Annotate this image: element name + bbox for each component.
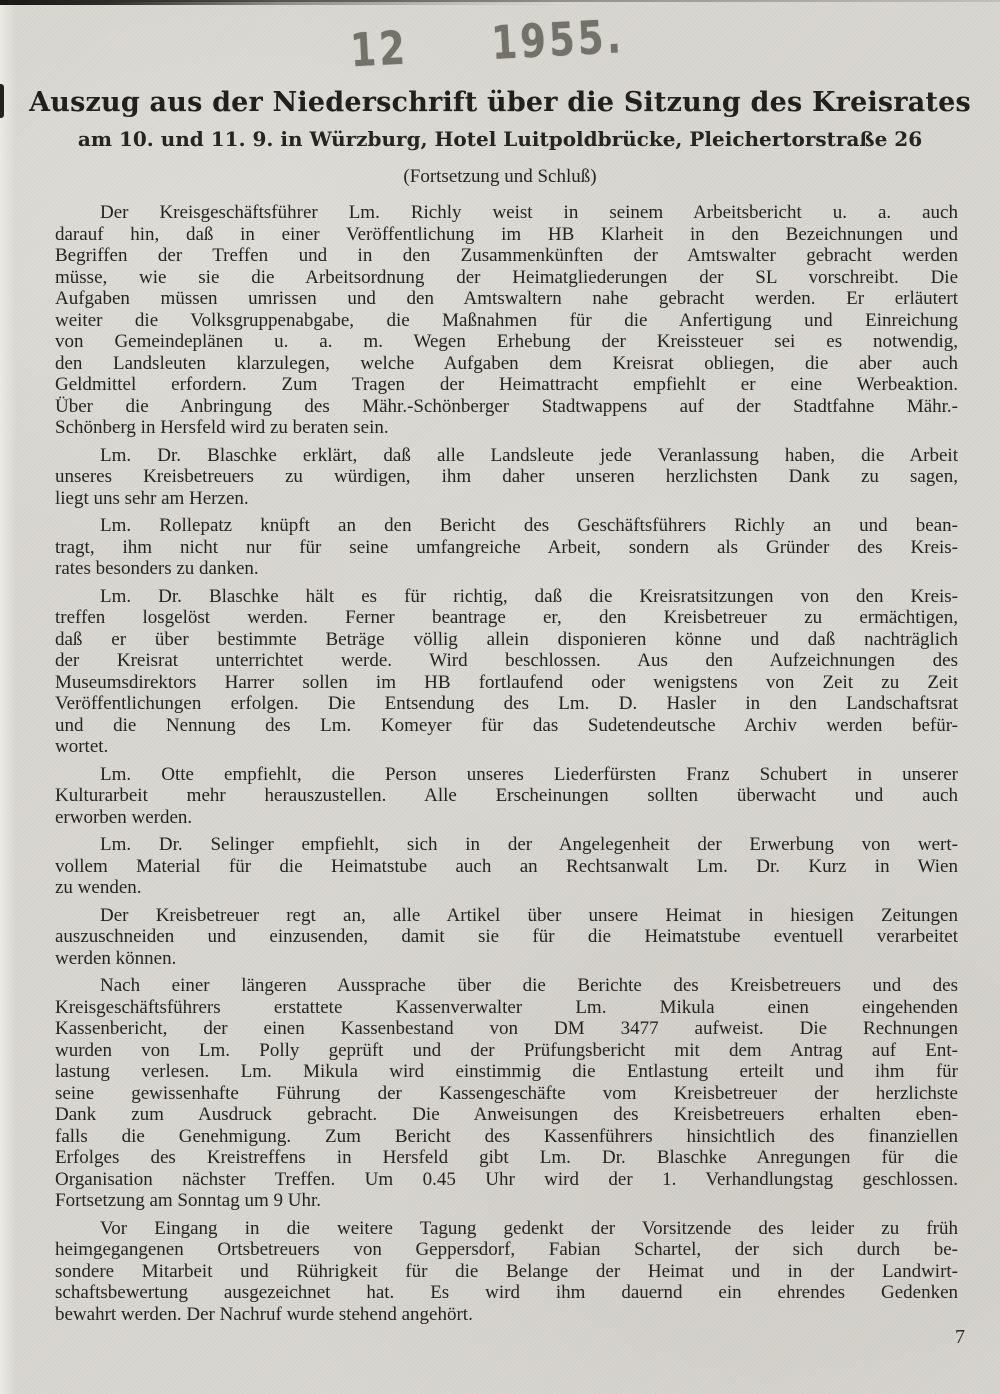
- text-line: Organisation nächster Treffen. Um 0.45 Uhr wird der 1. Verhandlungstag geschlossen.: [55, 1168, 958, 1190]
- paragraph: [55, 975, 958, 1212]
- paragraph: [55, 445, 958, 510]
- text-line: Über die Anbringung des Mähr.-Schönberger Stadtwappens auf der Stadtfahne Mähr.-: [55, 395, 958, 417]
- text-line: Lm. Dr. Blaschke hält es für richtig, daß die Kreisratsitzungen von den Kreis-: [100, 585, 958, 607]
- stamp-month: 12: [348, 20, 410, 78]
- page-title: Auszug aus der Niederschrift über die Sitzung des Kreisrates: [29, 87, 971, 118]
- text-line: Museumsdirektors Harrer sollen im HB fortlaufend oder wenigstens von Zeit zu Zeit: [55, 671, 958, 693]
- text-line: den Landsleuten klarzulegen, welche Aufgaben dem Kreisrat obliegen, die aber auch: [55, 352, 958, 374]
- text-line: unseres Kreisbetreuers zu würdigen, ihm daher unseren herzlichsten Dank zu sagen,: [55, 466, 958, 487]
- text-line: werden können.: [55, 947, 177, 969]
- text-line: liegt uns sehr am Herzen.: [55, 487, 249, 509]
- text-line: von Gemeindeplänen u. a. m. Wegen Erhebung der Kreissteuer sei es notwendig,: [55, 331, 958, 352]
- text-line: Lm. Dr. Blaschke erklärt, daß alle Landsleute jede Veranlassung haben, die Arbeit: [100, 444, 958, 466]
- text-line: treffen losgelöst werden. Ferner beantrage er, den Kreisbetreuer zu ermächtigen,: [55, 607, 958, 628]
- document-body: [55, 202, 958, 1331]
- date-stamp: [342, 9, 642, 78]
- text-line: Dank zum Ausdruck gebracht. Die Anweisungen des Kreisbetreuers erhalten eben-: [55, 1104, 958, 1125]
- text-line: Der Kreisgeschäftsführer Lm. Richly weist in seinem Arbeitsbericht u. a. auch: [100, 202, 958, 223]
- text-line: lastung verlesen. Lm. Mikula wird einstimmig die Entlastung erteilt und ihm für: [55, 1061, 958, 1082]
- text-line: Nach einer längeren Aussprache über die Berichte des Kreisbetreuers und des: [100, 975, 958, 996]
- text-line: der Kreisrat unterrichtet werde. Wird beschlossen. Aus den Aufzeichnungen des: [55, 650, 958, 671]
- paragraph: [55, 764, 958, 829]
- text-line: Lm. Dr. Selinger empfiehlt, sich in der Angelegenheit der Erwerbung von wert-: [100, 834, 958, 855]
- text-line: erworben werden.: [55, 806, 193, 828]
- text-line: falls die Genehmigung. Zum Bericht des Kassenführers hinsichtlich des finanziellen: [55, 1125, 958, 1147]
- text-line: Schönberg in Hersfeld wird zu beraten sein.: [55, 417, 389, 438]
- text-line: sondere Mitarbeit und Rührigkeit für die Belange der Heimat und in der Landwirt-: [55, 1260, 958, 1282]
- text-line: müsse, wie sie die Arbeitsordnung der Heimatgliederungen der SL vorschreibt. Die: [55, 266, 958, 288]
- text-line: Erfolges des Kreistreffens in Hersfeld gibt Lm. Dr. Blaschke Anregungen für die: [55, 1147, 958, 1168]
- text-line: Kreisgeschäftsführers erstattete Kassenverwalter Lm. Mikula einen eingehenden: [55, 996, 958, 1018]
- text-line: wurden von Lm. Polly geprüft und der Prüfungsbericht mit dem Antrag auf Ent-: [55, 1039, 958, 1061]
- text-line: Der Kreisbetreuer regt an, alle Artikel über unsere Heimat in hiesigen Zeitungen: [100, 904, 958, 926]
- paragraph: [55, 202, 958, 439]
- paragraph: [55, 905, 958, 970]
- paragraph: [55, 515, 958, 580]
- text-line: weiter die Volksgruppenabgabe, die Maßnahmen für die Anfertigung und Einreichung: [55, 309, 958, 331]
- paragraph: [55, 834, 958, 899]
- text-line: heimgegangenen Ortsbetreuers von Geppersdorf, Fabian Schartel, der sich durch be-: [55, 1239, 958, 1260]
- text-line: bewahrt werden. Der Nachruf wurde stehend angehört.: [55, 1303, 473, 1325]
- text-line: darauf hin, daß in einer Veröffentlichung im HB Klarheit in den Bezeichnungen und: [55, 223, 958, 245]
- text-line: vollem Material für die Heimatstube auch an Rechtsanwalt Lm. Dr. Kurz in Wien: [55, 855, 958, 877]
- text-line: Lm. Rollepatz knüpft an den Bericht des Geschäftsführers Richly an und bean-: [100, 515, 958, 536]
- paragraph: [55, 1218, 958, 1326]
- text-line: zu wenden.: [55, 877, 142, 898]
- text-line: Aufgaben müssen umrissen und den Amtswaltern nahe gebracht werden. Er erläutert: [55, 288, 958, 309]
- text-line: Kassenbericht, der einen Kassenbestand von DM 3477 aufweist. Die Rechnungen: [55, 1018, 958, 1039]
- text-line: wortet.: [55, 736, 109, 757]
- text-line: Fortsetzung am Sonntag um 9 Uhr.: [55, 1190, 321, 1211]
- text-line: schaftsbewertung ausgezeichnet hat. Es wird ihm dauernd ein ehrendes Gedenken: [55, 1282, 958, 1303]
- text-line: Vor Eingang in die weitere Tagung gedenkt der Vorsitzende des leider zu früh: [100, 1217, 958, 1239]
- text-line: und die Nennung des Lm. Komeyer für das Sudetendeutsche Archiv werden befür-: [55, 714, 958, 736]
- text-line: daß er über bestimmte Beträge völlig allein disponieren könne und daß nachträglich: [55, 628, 958, 650]
- text-line: Lm. Otte empfiehlt, die Person unseres Liederfürsten Franz Schubert in unserer: [100, 763, 958, 785]
- text-line: Geldmittel erfordern. Zum Tragen der Heimattracht empfiehlt er eine Werbeaktion.: [55, 374, 958, 395]
- page-subtitle: am 10. und 11. 9. in Würzburg, Hotel Luitpoldbrücke, Pleichertorstraße 26: [77, 127, 923, 151]
- stamp-year: 1955.: [490, 9, 626, 70]
- text-line: Begriffen der Treffen und in den Zusammenkünften der Amtswalter gebracht werden: [55, 245, 958, 266]
- paragraph: [55, 586, 958, 758]
- text-line: rates besonders zu danken.: [55, 558, 259, 579]
- text-line: Veröffentlichungen erfolgen. Die Entsendung des Lm. D. Hasler in den Landschaftsrat: [55, 693, 958, 714]
- text-line: tragt, ihm nicht nur für seine umfangreiche Arbeit, sondern als Gründer des Kreis-: [55, 536, 958, 558]
- text-line: auszuschneiden und einzusenden, damit sie für die Heimatstube eventuell verarbeitet: [55, 926, 958, 947]
- continuation-note: (Fortsetzung und Schluß): [403, 166, 597, 187]
- text-line: seine gewissenhafte Führung der Kassengeschäfte vom Kreisbetreuer der herzlichste: [55, 1082, 958, 1104]
- page-number: 7: [955, 1326, 965, 1348]
- scan-edge-artifact-left: [0, 0, 560, 5]
- text-line: Kulturarbeit mehr herauszustellen. Alle Erscheinungen sollten überwacht und auch: [55, 785, 958, 806]
